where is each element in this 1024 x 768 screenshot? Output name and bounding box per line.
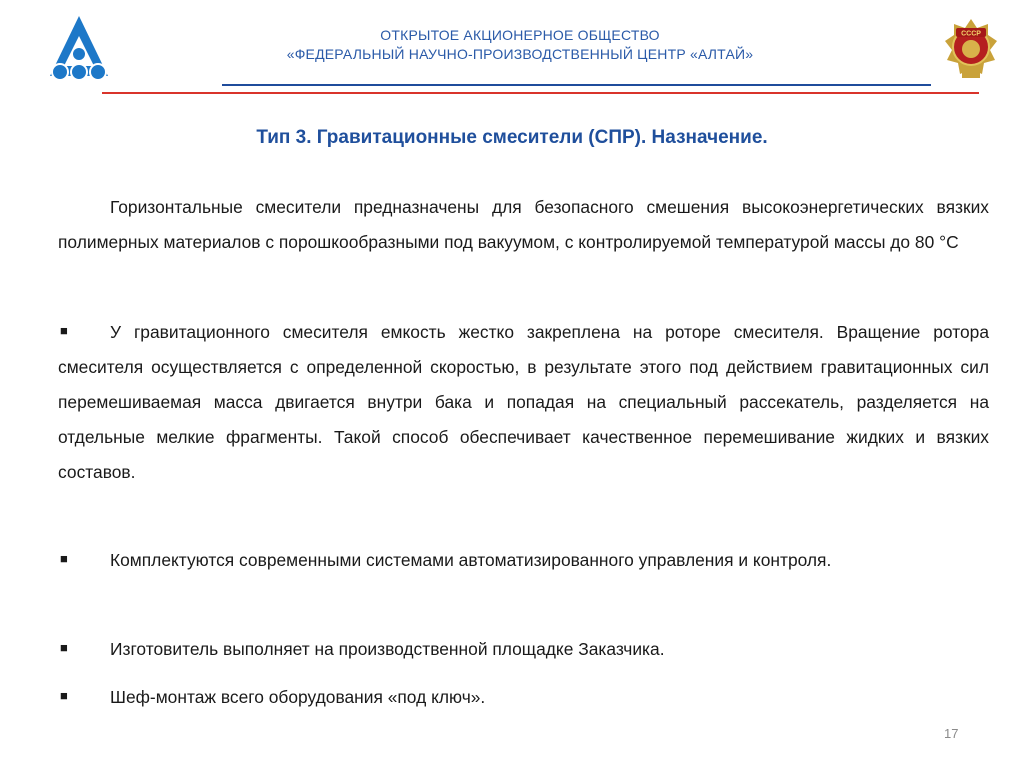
bullet-marker: ■ [60,640,68,655]
altai-logo [48,14,110,82]
bullet-marker: ■ [60,688,68,703]
bullet-item-control-systems: Комплектуются современными системами автоматизированного управления и контроля. [110,550,832,570]
bullet-marker: ■ [60,551,68,566]
header-rule-blue [222,84,931,86]
org-name-line2: «ФЕДЕРАЛЬНЫЙ НАУЧНО-ПРОИЗВОДСТВЕННЫЙ ЦЕНТР «АЛТАЙ» [286,46,754,62]
header-rule-red [102,92,979,94]
intro-paragraph: Горизонтальные смесители предназначены для безопасного смешения высокоэнергетических вязких полимерных материалов с порошкообразными под вакуумом, с контролируемой температурой массы до 80 °С [58,197,989,252]
page-number: 17 [944,726,959,741]
bullet-item-installation: Шеф-монтаж всего оборудования «под ключ». [110,687,486,707]
bullet-item-manufacturer: Изготовитель выполняет на производственной площадке Заказчика. [110,639,665,659]
order-emblem-icon [944,18,998,80]
slide-title: Тип 3. Гравитационные смесители (СПР). Назначение. [256,127,768,148]
bullet-marker: ■ [60,323,68,338]
bullet-item-rotor: У гравитационного смесителя емкость жестко закреплена на роторе смесителя. Вращение ротора смесителя осуществляется с определенной скоростью, в результате этого под действием гравитационных сил перемешиваемая масса двигается внутри бака и попадая на специальный рассекатель, разделяется на отдельные мелкие фрагменты. Такой способ обеспечивает качественное перемешивание жидких и вязких составов. [58,322,989,482]
org-name-line1: ОТКРЫТОЕ АКЦИОНЕРНОЕ ОБЩЕСТВО [380,27,660,43]
emblem-text: СССР [961,30,981,38]
